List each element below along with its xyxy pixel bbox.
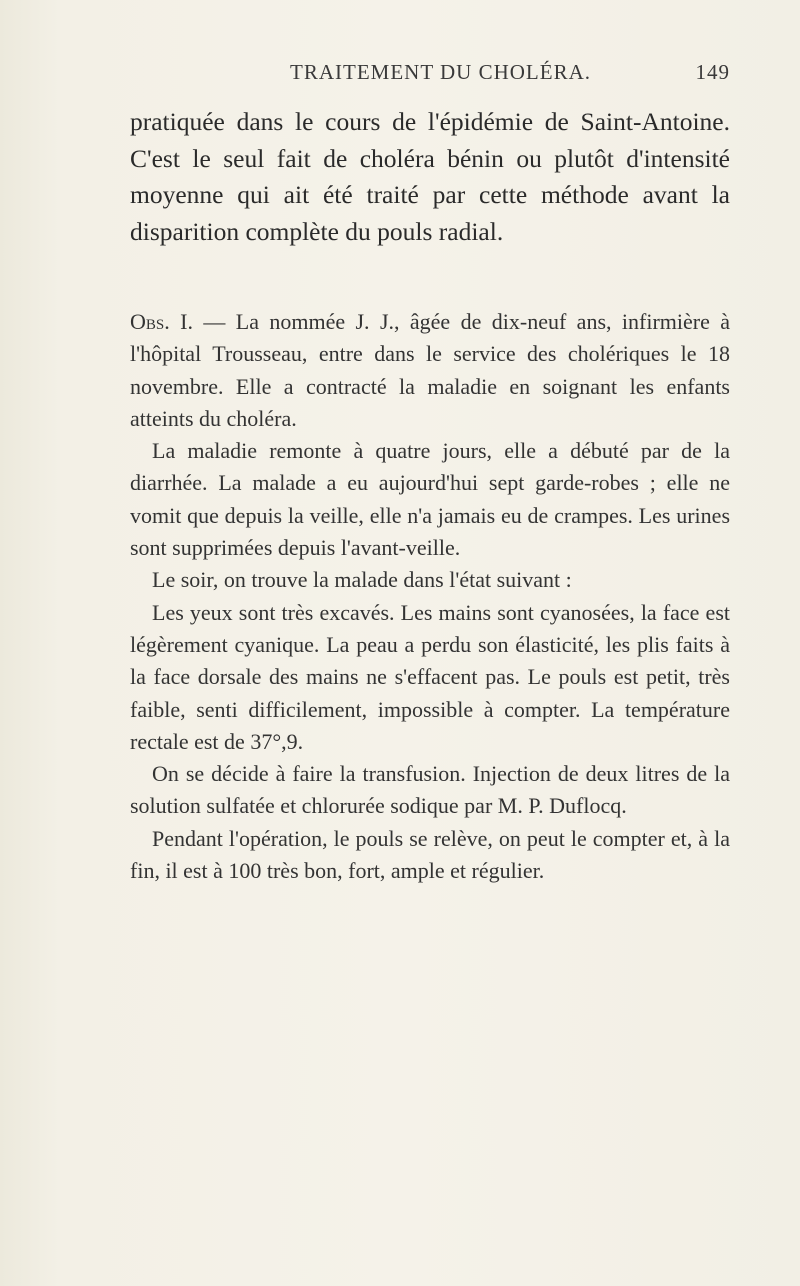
observation-text-1: — La nommée J. J., âgée de dix-neuf ans, infirmière à l'hôpital Trousseau, entre dans le service des cholériques le 18 novembre. Elle a contracté la maladie en soignant les enfants atteints du choléra.: [130, 309, 731, 431]
observation-block: [130, 306, 730, 887]
intro-paragraph: pratiquée dans le cours de l'épidémie de Saint-Antoine. C'est le seul fait de choléra bénin ou plutôt d'intensité moyenne qui ait été traité par cette méthode avant la disparition complète du pouls radial.: [130, 107, 730, 246]
observation-label: Obs. I.: [130, 309, 193, 334]
observation-paragraph-6: Pendant l'opération, le pouls se relève, on peut le compter et, à la fin, il est à 100 très bon, fort, ample et régulier.: [130, 825, 730, 884]
observation-paragraph-2: La maladie remonte à quatre jours, elle a débuté par de la diarrhée. La malade a eu aujourd'hui sept garde-robes ; elle ne vomit que depuis la veille, elle n'a jamais eu de crampes. Les urines sont supprimées depuis l'avant-veille.: [130, 438, 730, 561]
observation-paragraph-1: [130, 306, 730, 435]
header-title: TRAITEMENT DU CHOLÉRA.: [290, 60, 592, 84]
observation-paragraph-4: Les yeux sont très excavés. Les mains sont cyanosées, la face est légèrement cyanique. La peau a perdu son élasticité, les plis faits à la face dorsale des mains ne s'effacent pas. Le pouls est petit, très faible, senti difficilement, impossible à compter. La température rectale est de 37°,9.: [130, 599, 730, 754]
page-number: 149: [695, 60, 730, 84]
running-header: [290, 60, 730, 85]
observation-paragraph-5: On se décide à faire la transfusion. Injection de deux litres de la solution sulfatée et chlorurée sodique par M. P. Duflocq.: [130, 761, 730, 819]
observation-paragraph-3: Le soir, on trouve la malade dans l'état suivant :: [152, 567, 572, 593]
